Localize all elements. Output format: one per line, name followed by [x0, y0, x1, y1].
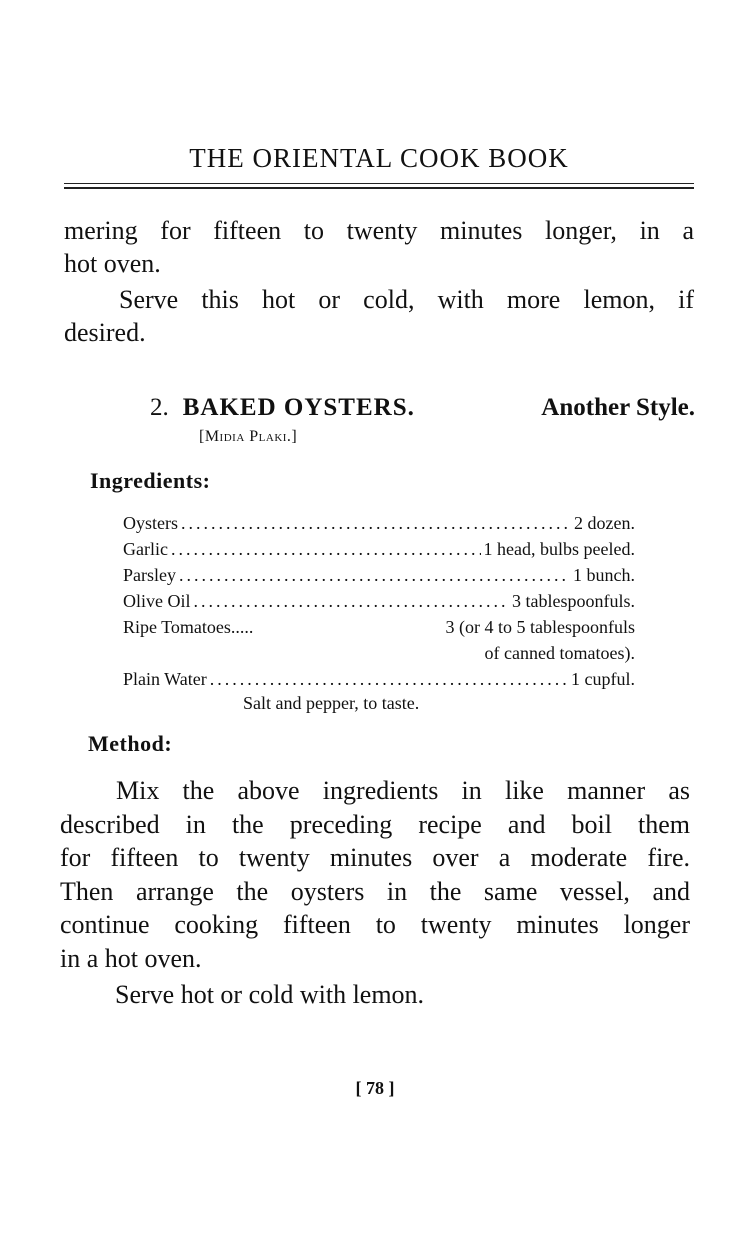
- ingredient-row: [123, 588, 635, 614]
- serve-first-line-1: Serve this hot or cold, with more lemon, if: [119, 285, 694, 314]
- ingredient-name: Plain Water: [123, 669, 207, 689]
- leader-dots: [179, 562, 570, 588]
- ingredient-row: [123, 666, 635, 692]
- method-label: Method:: [88, 731, 173, 756]
- serve-first-line-2: desired.: [64, 318, 146, 347]
- header-rule-thick: [64, 187, 694, 189]
- leader-dots: [194, 588, 510, 614]
- method-line: described in the preceding recipe and boil them: [60, 809, 690, 839]
- ingredient-quantity: 1 head, bulbs peeled.: [483, 539, 635, 559]
- ingredient-name: Ripe Tomatoes.....: [123, 617, 254, 637]
- serve-paragraph-first: [64, 283, 694, 349]
- recipe-number: 2.: [150, 394, 169, 421]
- continued-line-1: mering for fifteen to twenty minutes longer, in a: [64, 216, 694, 245]
- ingredients-label: Ingredients:: [90, 468, 211, 493]
- ingredient-name: Oysters: [123, 513, 178, 533]
- continued-line-2: hot oven.: [64, 249, 161, 278]
- recipe-subtitle: [Midia Plaki.]: [199, 428, 298, 445]
- serve-paragraph-last: Serve hot or cold with lemon.: [115, 980, 425, 1009]
- method-line: Mix the above ingredients in like manner as: [116, 776, 690, 805]
- ingredient-row: [123, 614, 635, 640]
- ingredient-name: Garlic: [123, 539, 168, 559]
- method-line: Then arrange the oysters in the same vessel, and: [60, 876, 690, 906]
- recipe-heading: [150, 394, 695, 422]
- ingredient-continuation: of canned tomatoes).: [484, 643, 635, 663]
- page-number: [ 78 ]: [355, 1078, 395, 1098]
- leader-dots: [181, 510, 571, 536]
- method-line: continue cooking fifteen to twenty minutes longer: [60, 910, 690, 939]
- ingredient-row: [123, 510, 635, 536]
- method-paragraph: [60, 774, 690, 975]
- ingredients-note: Salt and pepper, to taste.: [243, 693, 420, 713]
- ingredients-list: [123, 510, 635, 692]
- ingredient-quantity: 1 cupful.: [571, 669, 635, 689]
- ingredient-row: [123, 562, 635, 588]
- ingredient-quantity: 3 (or 4 to 5 tablespoonfuls: [445, 617, 635, 637]
- ingredient-name: Olive Oil: [123, 591, 191, 611]
- header-rule-thin: [64, 183, 694, 184]
- ingredient-quantity: 3 tablespoonfuls.: [512, 591, 635, 611]
- method-line: in a hot oven.: [60, 943, 202, 973]
- ingredient-quantity: 2 dozen.: [574, 513, 635, 533]
- ingredient-name: Parsley: [123, 565, 176, 585]
- running-head: THE ORIENTAL COOK BOOK: [189, 143, 569, 173]
- leader-dots: [210, 666, 568, 692]
- leader-dots: [171, 536, 481, 562]
- recipe-style: Another Style.: [541, 394, 695, 421]
- ingredient-row: [123, 536, 635, 562]
- continued-paragraph: [64, 214, 694, 280]
- method-line: for fifteen to twenty minutes over a moderate fire.: [60, 843, 690, 872]
- recipe-title: BAKED OYSTERS.: [182, 394, 415, 421]
- ingredient-quantity: 1 bunch.: [573, 565, 635, 585]
